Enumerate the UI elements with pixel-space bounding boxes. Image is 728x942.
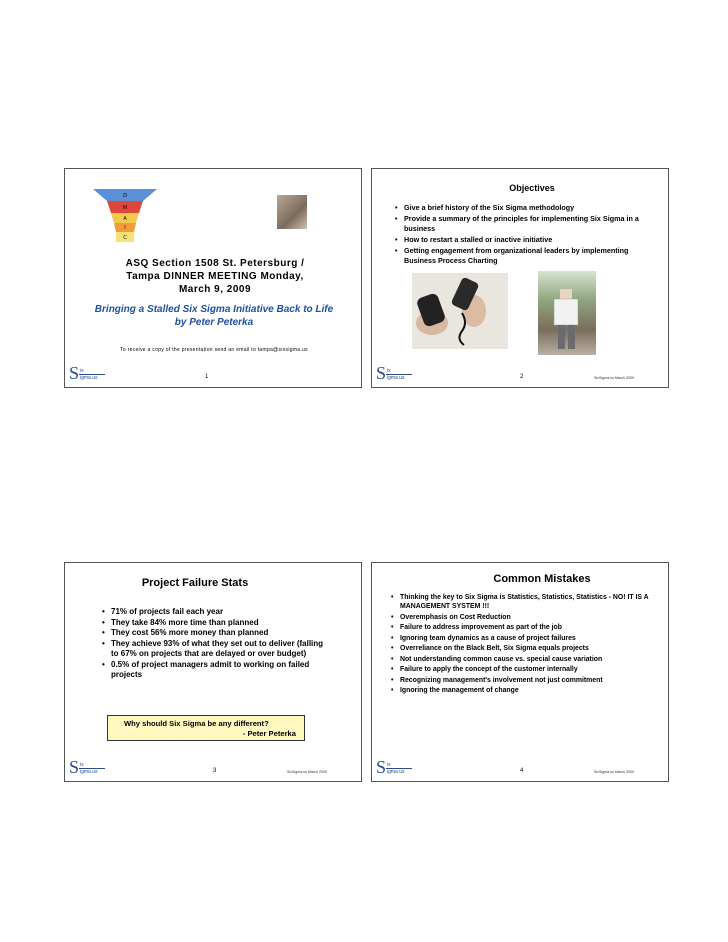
- funnel-letter: C: [123, 235, 127, 241]
- logo-letter: S: [69, 363, 80, 383]
- funnel-letter: D: [123, 193, 127, 199]
- page-number: 2: [520, 374, 524, 380]
- logo-letter: S: [376, 363, 387, 383]
- common-mistakes-list: [390, 593, 662, 697]
- slide-title: Project Failure Stats: [141, 577, 249, 589]
- list-item: • Ignoring team dynamics as a cause of project failures: [390, 634, 662, 643]
- quote-author: - Peter Peterka: [242, 729, 296, 738]
- page-number: 1: [205, 374, 209, 380]
- title-line: ASQ Section 1508 St. Petersburg /: [125, 258, 305, 269]
- logo-text: igma.us: [387, 375, 405, 381]
- page-number: 4: [520, 768, 524, 774]
- slide-footer: [65, 365, 361, 387]
- sixsigma-logo: [376, 363, 416, 384]
- slide-title: Common Mistakes: [493, 573, 591, 585]
- list-item: • Failure to apply the concept of the customer internally: [390, 665, 662, 674]
- dmaic-funnel-graphic: [91, 187, 159, 245]
- slide-4: [371, 562, 669, 782]
- funnel-letter: M: [122, 205, 128, 211]
- list-item: • 0.5% of project managers admit to working on failed projects: [101, 660, 331, 681]
- protester-photo: [538, 271, 596, 355]
- logo-text: ix: [387, 762, 391, 768]
- subtitle-line: Bringing a Stalled Six Sigma Initiative Back to Life: [94, 304, 334, 315]
- list-item: • They take 84% more time than planned: [101, 618, 331, 629]
- logo-letter: S: [376, 757, 387, 777]
- funnel-letter: I: [124, 225, 126, 231]
- failure-stats-list: [101, 607, 331, 681]
- list-item: • Overreliance on the Black Belt, Six Sigma equals projects: [390, 644, 662, 653]
- list-item: • How to restart a stalled or inactive initiative: [394, 235, 644, 245]
- logo-text: igma.us: [387, 769, 405, 775]
- copyright-text: SixSigma.us March 2009: [287, 770, 327, 774]
- logo-letter: S: [69, 757, 80, 777]
- list-item: • Failure to address improvement as part of the job: [390, 623, 662, 632]
- slide-footer: [372, 759, 668, 781]
- logo-text: ix: [80, 762, 84, 768]
- logo-text: ix: [387, 368, 391, 374]
- email-note: To receive a copy of the presentation send an email to tampa@sixsigma.us: [120, 347, 308, 353]
- protester-image: [538, 271, 596, 355]
- title-line: March 9, 2009: [178, 284, 252, 295]
- phone-handset-photo: [412, 273, 508, 349]
- slide-3: [64, 562, 362, 782]
- sixsigma-logo: [69, 757, 109, 778]
- list-item: • Give a brief history of the Six Sigma methodology: [394, 203, 644, 213]
- title-line: Tampa DINNER MEETING Monday,: [126, 271, 304, 282]
- quote-text: Why should Six Sigma be any different?: [124, 719, 269, 728]
- list-item: • Recognizing management's involvement not just commitment: [390, 676, 662, 685]
- list-item: • Ignoring the management of change: [390, 686, 662, 695]
- slide-title: Objectives: [509, 183, 555, 193]
- objectives-list: [394, 203, 644, 267]
- copyright-text: SixSigma.us March 2009: [594, 376, 634, 380]
- slide-footer: [65, 759, 361, 781]
- list-item: • They cost 56% more money than planned: [101, 628, 331, 639]
- list-item: • Not understanding common cause vs. special cause variation: [390, 655, 662, 664]
- presenter-photo: [277, 195, 307, 229]
- funnel-letter: A: [123, 216, 127, 222]
- list-item: • Provide a summary of the principles for implementing Six Sigma in a business: [394, 214, 644, 234]
- copyright-text: SixSigma.us March 2009: [594, 770, 634, 774]
- subtitle-line: by Peter Peterka: [174, 317, 254, 328]
- slide-2: [371, 168, 669, 388]
- slide-footer: [372, 365, 668, 387]
- list-item: • Overemphasis on Cost Reduction: [390, 613, 662, 622]
- phone-handset-image: [412, 273, 508, 349]
- slide-1-subtitle: [65, 303, 362, 329]
- slide-1-title: [105, 257, 325, 296]
- slide-1: [64, 168, 362, 388]
- list-item: • Thinking the key to Six Sigma is Statistics, Statistics, Statistics - NO! IT IS A MANAGEMENT SYSTEM !!!: [390, 593, 662, 611]
- list-item: • Getting engagement from organizational leaders by implementing Business Process Charting: [394, 246, 644, 266]
- quote-box: [107, 715, 305, 741]
- sixsigma-logo: [376, 757, 416, 778]
- list-item: • They achieve 93% of what they set out to deliver (falling to 67% on projects that are delayed or over budget): [101, 639, 331, 660]
- sixsigma-logo: [69, 363, 109, 384]
- logo-text: igma.us: [80, 769, 98, 775]
- logo-text: igma.us: [80, 375, 98, 381]
- logo-text: ix: [80, 368, 84, 374]
- page-number: 3: [213, 768, 217, 774]
- list-item: • 71% of projects fail each year: [101, 607, 331, 618]
